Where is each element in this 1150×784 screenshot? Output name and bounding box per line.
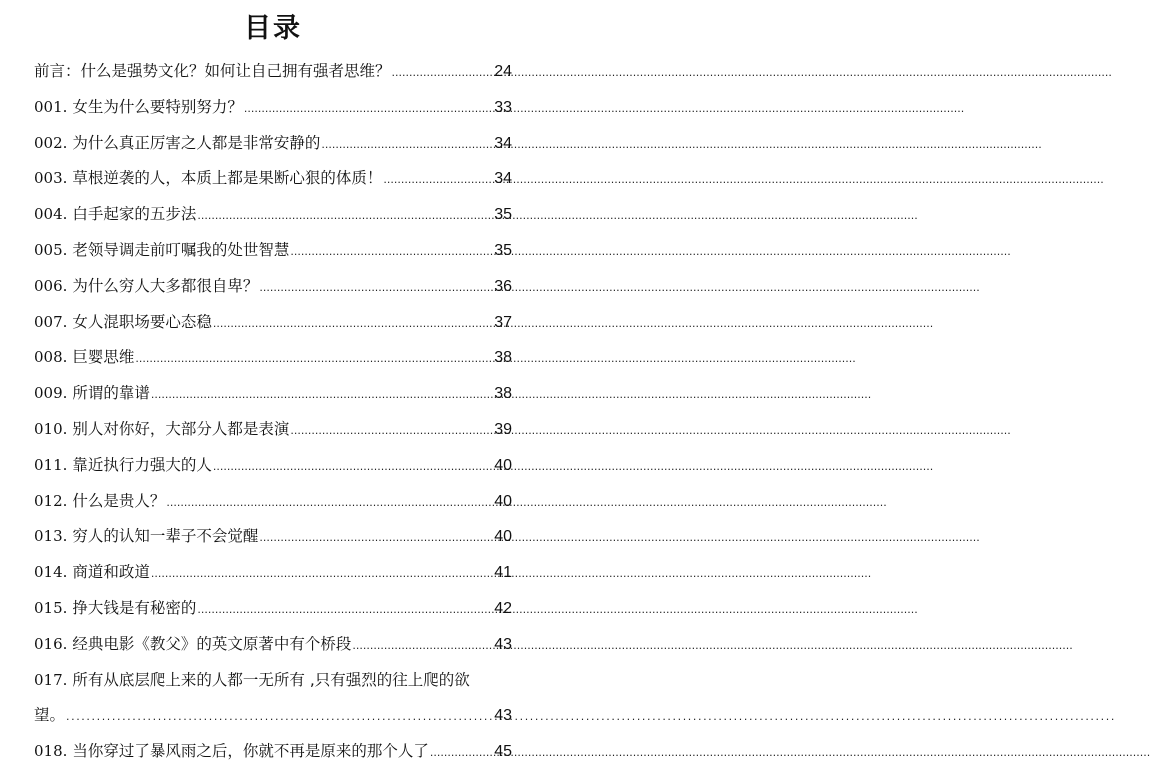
toc-entry-preface[interactable] (34, 58, 512, 94)
toc-entry[interactable] (34, 309, 512, 345)
toc-entry-number: 004. (34, 205, 68, 224)
toc-entry-number: 011. (34, 455, 68, 474)
toc-page-number: 35 (494, 241, 512, 259)
toc-entry-number: 014. (34, 563, 68, 582)
toc-entry-number: 007. (34, 312, 68, 331)
dot-leader (290, 418, 493, 444)
table-of-contents (34, 58, 512, 774)
toc-entry-title: 什么是贵人？ (72, 491, 166, 510)
toc-page-number: 42 (494, 599, 512, 617)
toc-entry-number: 006. (34, 276, 68, 295)
toc-entry[interactable] (34, 344, 512, 380)
dot-leader (197, 597, 493, 623)
toc-entry-title: 当你穿过了暴风雨之后，你就不再是原来的那个人了 (72, 742, 429, 761)
toc-entry[interactable] (34, 559, 512, 595)
toc-page-number: 38 (494, 349, 512, 367)
toc-entry[interactable] (34, 94, 512, 130)
toc-entry-number: 013. (34, 527, 68, 546)
toc-entry-title: 白手起家的五步法 (72, 205, 197, 224)
page-title: 目录 (244, 13, 302, 44)
toc-entry-number: 015. (34, 598, 68, 617)
toc-entry-number: 003. (34, 169, 68, 188)
toc-page-number: 35 (494, 206, 512, 224)
toc-entry-number: 012. (34, 491, 68, 510)
dot-leader (392, 60, 494, 86)
dot-leader (244, 96, 493, 122)
toc-page-number: 34 (494, 170, 512, 188)
toc-entry-title: 草根逆袭的人，本质上都是果断心狠的体质！ (72, 169, 383, 188)
toc-page-number: 40 (494, 492, 512, 510)
toc-entry[interactable] (34, 201, 512, 237)
toc-page-number: 24 (494, 63, 512, 80)
toc-page-number: 39 (494, 420, 512, 438)
dot-leader (259, 525, 493, 551)
toc-entry-title-continued: 望。 (34, 706, 66, 725)
toc-entry-title: 靠近执行力强大的人 (72, 455, 212, 474)
dot-leader (290, 239, 493, 265)
toc-entry-number: 005. (34, 240, 68, 259)
dot-leader (430, 740, 493, 766)
toc-entry-number: 002. (34, 133, 68, 152)
toc-page-number: 40 (494, 456, 512, 474)
toc-entry-title: 商道和政道 (72, 563, 150, 582)
dot-leader (197, 203, 493, 229)
toc-entry-title: 巨婴思维 (72, 348, 135, 367)
toc-entry[interactable] (34, 380, 512, 416)
toc-entry-number: 001. (34, 97, 68, 116)
dot-leader (213, 311, 493, 337)
toc-entry[interactable] (34, 738, 512, 774)
toc-entry-number: 016. (34, 634, 68, 653)
dot-leader (66, 704, 493, 730)
toc-page-number: 45 (494, 743, 512, 761)
toc-page-number: 33 (494, 98, 512, 116)
toc-entry[interactable] (34, 523, 512, 559)
toc-entry-title: 穷人的认知一辈子不会觉醒 (72, 527, 259, 546)
toc-entry-title: 挣大钱是有秘密的 (72, 598, 197, 617)
dot-leader (151, 561, 493, 587)
toc-entry[interactable] (34, 273, 512, 309)
dot-leader (352, 633, 493, 659)
toc-entry-title: 别人对你好，大部分人都是表演 (72, 419, 290, 438)
toc-entry[interactable] (34, 237, 512, 273)
dot-leader (259, 275, 493, 301)
toc-entry[interactable] (34, 488, 512, 524)
dot-leader (151, 382, 493, 408)
toc-entry-number: 008. (34, 348, 68, 367)
toc-entry-title: 老领导调走前叮嘱我的处世智慧 (72, 240, 290, 259)
toc-page-number: 38 (494, 385, 512, 403)
dot-leader (135, 346, 493, 372)
toc-page-number: 41 (494, 564, 512, 582)
toc-entry[interactable] (34, 452, 512, 488)
toc-entry[interactable] (34, 416, 512, 452)
toc-page-number: 34 (494, 134, 512, 152)
toc-entry-title: 女生为什么要特别努力？ (72, 97, 243, 116)
toc-entry-title: 所谓的靠谱 (72, 384, 150, 403)
dot-leader (166, 490, 493, 516)
toc-entry-number: 018. (34, 742, 68, 761)
toc-page-number: 36 (494, 277, 512, 295)
toc-entry-number: 010. (34, 419, 68, 438)
dot-leader (321, 132, 493, 158)
toc-entry-number: 009. (34, 384, 68, 403)
toc-page-number: 43 (494, 707, 512, 725)
toc-entry-title: 经典电影《教父》的英文原著中有个桥段 (72, 634, 352, 653)
toc-entry[interactable] (34, 130, 512, 166)
toc-entry-title: 为什么真正厉害之人都是非常安静的 (72, 133, 321, 152)
dot-leader (213, 454, 493, 480)
toc-entry-title: 女人混职场要心态稳 (72, 312, 212, 331)
toc-entry-title: 所有从底层爬上来的人都一无所有 ,只有强烈的往上爬的欲 (72, 670, 470, 689)
toc-entry-title: 前言：什么是强势文化？如何让自己拥有强者思维？ (34, 62, 391, 80)
toc-entry[interactable] (34, 631, 512, 667)
toc-entry-title: 为什么穷人大多都很自卑？ (72, 276, 259, 295)
dot-leader (383, 167, 493, 193)
toc-entry[interactable] (34, 595, 512, 631)
toc-entry-number: 017. (34, 670, 68, 689)
toc-page-number: 40 (494, 528, 512, 546)
toc-page (0, 0, 546, 784)
toc-entry[interactable] (34, 667, 512, 739)
toc-entry[interactable] (34, 165, 512, 201)
toc-page-number: 43 (494, 635, 512, 653)
toc-page-number: 37 (494, 313, 512, 331)
